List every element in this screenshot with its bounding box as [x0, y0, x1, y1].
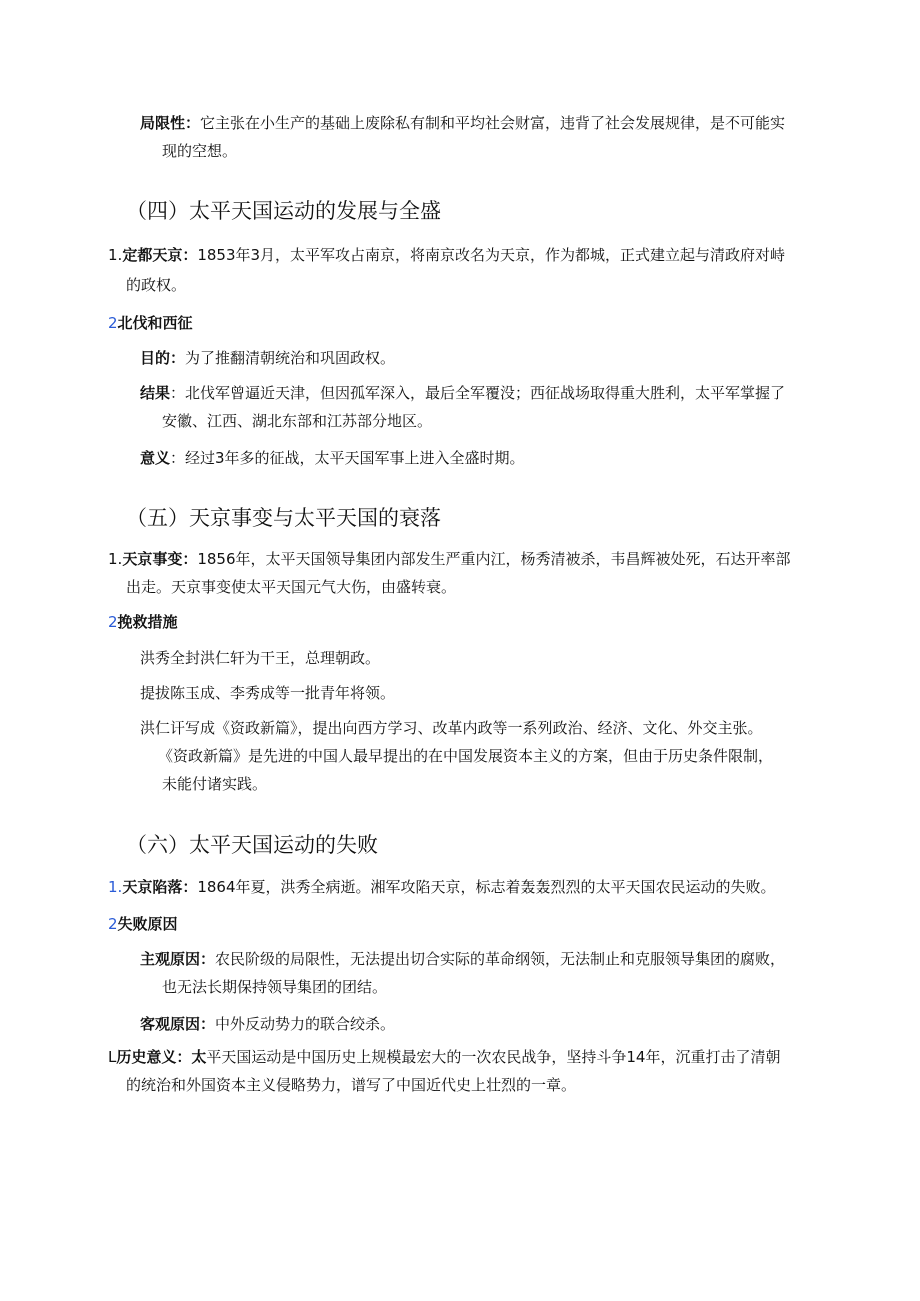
sec5-item1-number: 1. — [108, 550, 123, 568]
sec4-item2-number: 2 — [108, 314, 118, 332]
sec6-item3-text-1: 平天国运动是中国历史上规模最宏大的一次农民战争，坚持斗争14年，沉重打击了清朝 — [206, 1048, 781, 1066]
sec4-item1-line-2: 的政权。 — [126, 276, 187, 294]
sec5-item2-number: 2 — [108, 613, 118, 631]
sec5-item1-text-1: 1856年，太平天国领导集团内部发生严重内江，杨秀清被杀，韦昌辉被处死，石达开率部 — [197, 550, 791, 568]
sec5-item1-label: 天京事变： — [122, 550, 198, 568]
sec4-item1-label: 定都天京： — [122, 246, 198, 264]
sec4-item2-title — [108, 312, 193, 334]
section-4-heading: （四）太平天国运动的发展与全盛 — [126, 199, 441, 223]
sec6-item1-number: 1. — [108, 878, 123, 896]
sec6-item1-text-1: 1864年夏，洪秀全病逝。湘军攻陷天京，标志着轰轰烈烈的太平天国农民运动的失败。 — [197, 878, 776, 896]
sec6-subjective-text-1: 农民阶级的局限性，无法提出切合实际的革命纲领，无法制止和克服领导集团的腐败， — [215, 950, 786, 968]
sec4-meaning-label: 意义 — [140, 449, 171, 467]
sec6-item3-label: 历史意义： — [116, 1048, 192, 1066]
sec4-result-line-2: 安徽、江西、湖北东部和江苏部分地区。 — [162, 412, 433, 430]
sec4-meaning-line — [140, 447, 525, 469]
sec4-result-line-1 — [140, 382, 785, 404]
sec6-item2-label: 失败原因 — [117, 915, 178, 933]
sec6-objective-text: 中外反动势力的联合绞杀。 — [215, 1015, 396, 1033]
sec4-item2-label: 北伐和西征 — [117, 314, 193, 332]
sec4-result-label: 结果 — [140, 384, 171, 402]
sec5-measure-3-line-1: 洪仁讦写成《资政新篇》，提出向西方学习、改革内政等一系列政治、经济、文化、外交主张。 — [140, 719, 763, 737]
sec6-item3-line-2: 的统治和外国资本主义侵略势力，谱写了中国近代史上壮烈的一章。 — [126, 1076, 577, 1094]
sec6-subjective-label: 主观原因： — [140, 950, 216, 968]
limitation-line-2: 现的空想。 — [162, 142, 238, 160]
sec5-item2-title — [108, 611, 178, 633]
sec6-subjective-line-2: 也无法长期保持领导集团的团结。 — [162, 978, 388, 996]
limitation-label: 局限性： — [140, 114, 201, 132]
sec5-measure-3-line-2: 《资政新篇》是先进的中国人最早提出的在中国发展资本主义的方案，但由于历史条件限制， — [158, 747, 774, 765]
sec6-item1-line-1 — [108, 876, 776, 898]
sec5-measure-3-line-3: 未能付诸实践。 — [162, 775, 268, 793]
sec6-subjective-line-1 — [140, 948, 785, 970]
limitation-line-1 — [140, 112, 785, 134]
sec6-item1-label: 天京陷落： — [122, 878, 198, 896]
sec6-item2-number: 2 — [108, 915, 118, 933]
section-6-heading: （六）太平天国运动的失败 — [126, 833, 378, 857]
sec4-result-text-1: ：北伐军曾逼近天津，但因孤军深入，最后全军覆没；西征战场取得重大胜利，太平军掌握了 — [170, 384, 786, 402]
sec4-purpose-line — [140, 347, 395, 369]
sec4-item1-number: 1. — [108, 246, 123, 264]
sec6-objective-line — [140, 1013, 395, 1035]
sec6-item2-title — [108, 913, 178, 935]
sec5-item2-label: 挽救措施 — [117, 613, 178, 631]
sec4-purpose-label: 目的： — [140, 349, 186, 367]
sec4-item1-line-1 — [108, 244, 785, 266]
sec4-purpose-text: 为了推翻清朝统治和巩固政权。 — [185, 349, 396, 367]
sec5-item1-line-2: 出走。天京事变使太平天国元气大伤，由盛转衰。 — [126, 578, 457, 596]
sec5-item1-line-1 — [108, 548, 791, 570]
sec6-objective-label: 客观原因： — [140, 1015, 216, 1033]
sec6-item3-number: L — [108, 1048, 117, 1066]
sec4-meaning-text: ：经过3年多的征战，太平天国军事上进入全盛时期。 — [170, 449, 525, 467]
sec6-item3-line-1 — [108, 1046, 780, 1068]
sec5-measure-1: 洪秀全封洪仁轩为干王，总理朝政。 — [140, 649, 381, 667]
limitation-text-1: 它主张在小生产的基础上废除私有制和平均社会财富，违背了社会发展规律，是不可能实 — [200, 114, 786, 132]
sec6-item3-first-char: 太 — [191, 1048, 207, 1066]
section-5-heading: （五）天京事变与太平天国的衰落 — [126, 506, 441, 530]
sec4-item1-text-1: 1853年3月，太平军攻占南京，将南京改名为天京，作为都城，正式建立起与清政府对峙 — [197, 246, 786, 264]
sec5-measure-2: 提拔陈玉成、李秀成等一批青年将领。 — [140, 684, 396, 702]
